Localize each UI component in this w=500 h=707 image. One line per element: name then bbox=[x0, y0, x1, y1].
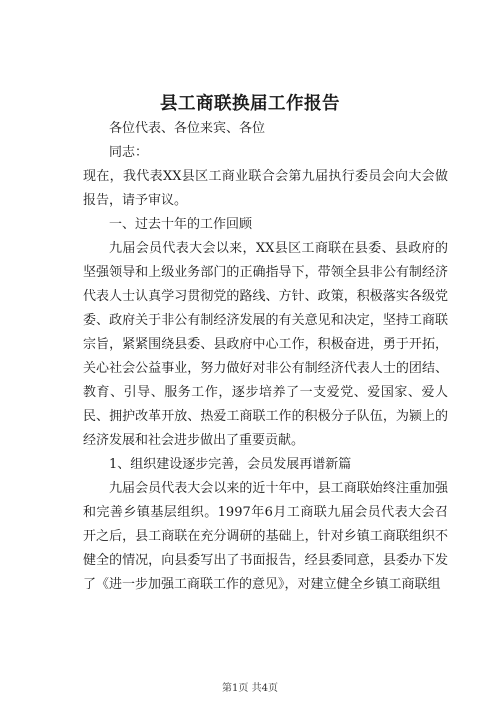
salutation-line-2: 同志： bbox=[109, 145, 149, 160]
opening-paragraph: 现在，我代表XX县区工商业联合会第九届执行委员会向大会做报告，请予审议。 bbox=[83, 169, 448, 208]
section-heading-1: 一、过去十年的工作回顾 bbox=[109, 217, 253, 232]
page-footer: 第1页 共4页 bbox=[222, 683, 278, 694]
subsection-heading-1: 1、组织建设逐步完善，会员发展再谱新篇 bbox=[109, 457, 352, 472]
organization-paragraph: 九届会员代表大会以来的近十年中，县工商联始终注重加强和完善乡镇基层组织。1997年6月工商联九届会员代表大会召开之后，县工商联在充分调研的基础上，针对乡镇工商联组织不健全的情况，向县委写出了书面报告，经县委同意，县委办下发了《进一步加强工商联工作的意见》，对建立健全乡镇工商联组 bbox=[83, 481, 448, 592]
document-body bbox=[83, 117, 448, 597]
review-paragraph: 九届会员代表大会以来，XX县区工商联在县委、县政府的坚强领导和上级业务部门的正确指导下，带领全县非公有制经济代表人士认真学习贯彻党的路线、方针、政策，积极落实各级党委、政府关于非公有制经济发展的有关意见和决定，坚持工商联宗旨，紧紧围绕县委、县政府中心工作，积极奋进，勇于开拓，关心社会公益事业，努力做好对非公有制经济代表人士的团结、教育、引导、服务工作，逐步培养了一支爱党、爱国家、爱人民、拥护改革开放、热爱工商联工作的积极分子队伍，为颍上的经济发展和社会进步做出了重要贡献。 bbox=[83, 241, 448, 448]
document-title: 县工商联换届工作报告 bbox=[160, 94, 340, 114]
salutation-line-1: 各位代表、各位来宾、各位 bbox=[109, 121, 266, 136]
